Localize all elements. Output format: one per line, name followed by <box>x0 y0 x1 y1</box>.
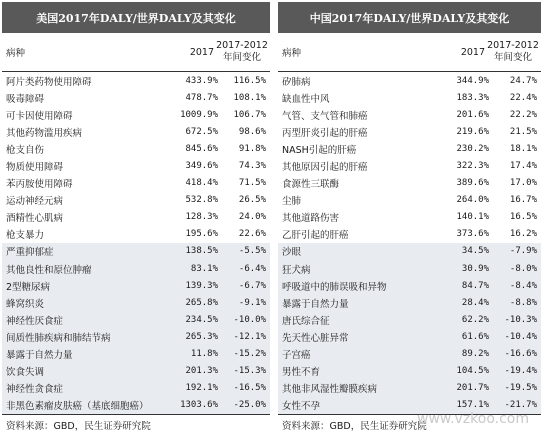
col-header-disease: 病种 <box>282 48 302 59</box>
disease-name: 运动神经元病 <box>6 196 64 208</box>
value-change: -16.6% <box>504 349 537 360</box>
table-row <box>2 277 270 294</box>
disease-name: 可卡因使用障碍 <box>6 110 73 122</box>
table-row <box>2 311 270 328</box>
value-change: -8.8% <box>509 297 537 308</box>
value-2017: 265.3% <box>185 331 218 342</box>
value-change: -10.0% <box>233 314 266 325</box>
table-row <box>2 140 270 157</box>
value-2017: 104.5% <box>456 366 489 377</box>
cn-table-header <box>278 33 541 72</box>
col-header-change: 2017-2012年间变化 <box>487 40 539 63</box>
disease-name: 吸毒障碍 <box>6 93 45 105</box>
table-row <box>278 209 541 226</box>
value-change: 98.6% <box>238 126 266 137</box>
value-2017: 418.4% <box>185 178 218 189</box>
value-2017: 433.9% <box>185 75 218 86</box>
table-row <box>278 277 541 294</box>
table-row <box>278 363 541 380</box>
disease-name: 阿片类药物使用障碍 <box>6 76 92 88</box>
value-change: 108.1% <box>233 92 266 103</box>
table-row <box>2 226 270 243</box>
value-2017: 34.5% <box>461 246 489 257</box>
value-change: 22.6% <box>238 229 266 240</box>
value-change: 22.2% <box>509 109 537 120</box>
us-source-note: 资料来源：GBD，民生证券研究院 <box>6 420 151 432</box>
value-change: 24.7% <box>509 75 537 86</box>
cn-daly-table <box>278 2 541 432</box>
cn-table-rows <box>278 72 541 414</box>
value-change: 16.5% <box>509 212 537 223</box>
value-change: -8.0% <box>509 263 537 274</box>
disease-name: 物质使用障碍 <box>6 162 64 174</box>
value-change: -5.5% <box>238 246 266 257</box>
table-row <box>278 175 541 192</box>
table-row <box>278 89 541 106</box>
value-2017: 532.8% <box>185 195 218 206</box>
value-2017: 201.3% <box>185 366 218 377</box>
table-row <box>278 328 541 345</box>
disease-name: 酒精性心肌病 <box>6 213 64 225</box>
value-2017: 349.6% <box>185 161 218 172</box>
disease-name: 女性不孕 <box>282 401 321 413</box>
disease-name: 其他药物滥用疾病 <box>6 127 83 139</box>
value-change: -10.4% <box>504 331 537 342</box>
table-row <box>278 123 541 140</box>
table-row <box>2 397 270 414</box>
disease-name: 食源性三联酶 <box>282 179 340 191</box>
table-row <box>278 294 541 311</box>
disease-name: 非黑色素瘤皮肤癌（基底细胞癌） <box>6 401 149 413</box>
us-table-title: 美国2017年DALY/世界DALY及其变化 <box>2 2 270 33</box>
table-row <box>278 72 541 89</box>
disease-name: 2型糖尿病 <box>6 281 51 293</box>
value-2017: 1009.9% <box>180 109 218 120</box>
value-2017: 478.7% <box>185 92 218 103</box>
value-2017: 11.8% <box>190 349 218 360</box>
value-2017: 62.2% <box>461 314 489 325</box>
value-change: 16.2% <box>509 229 537 240</box>
value-2017: 373.6% <box>456 229 489 240</box>
value-change: -8.4% <box>509 280 537 291</box>
disease-name: 乙肝引起的肝癌 <box>282 230 349 242</box>
value-change: -6.7% <box>238 280 266 291</box>
value-2017: 219.6% <box>456 126 489 137</box>
value-change: -9.1% <box>238 297 266 308</box>
col-header-change: 2017-2012年间变化 <box>216 40 268 63</box>
table-row <box>278 346 541 363</box>
value-2017: 265.8% <box>185 297 218 308</box>
disease-name: 尘肺 <box>282 196 302 208</box>
table-row <box>2 175 270 192</box>
disease-name: 神经性厌食症 <box>6 315 64 327</box>
value-2017: 201.7% <box>456 383 489 394</box>
value-2017: 89.2% <box>461 349 489 360</box>
value-2017: 83.1% <box>190 263 218 274</box>
disease-name: 神经性贪食症 <box>6 384 64 396</box>
disease-name: 饮食失调 <box>6 367 45 379</box>
us-daly-table <box>2 2 270 432</box>
table-row <box>278 226 541 243</box>
table-row <box>2 294 270 311</box>
table-row <box>2 157 270 174</box>
value-change: 17.0% <box>509 178 537 189</box>
disease-name: 狂犬病 <box>282 264 311 276</box>
disease-name: 其他非风湿性瓣膜疾病 <box>282 384 378 396</box>
table-row <box>2 192 270 209</box>
disease-name: 子宫癌 <box>282 350 311 362</box>
value-change: 91.8% <box>238 143 266 154</box>
table-row <box>2 243 270 260</box>
value-2017: 157.1% <box>456 400 489 411</box>
table-row <box>278 380 541 397</box>
table-row <box>2 380 270 397</box>
value-2017: 138.5% <box>185 246 218 257</box>
disease-name: 暴露于自然力量 <box>282 298 349 310</box>
disease-name: 严重抑郁症 <box>6 247 54 259</box>
value-2017: 344.9% <box>456 75 489 86</box>
value-2017: 389.6% <box>456 178 489 189</box>
value-change: 106.7% <box>233 109 266 120</box>
value-2017: 139.3% <box>185 280 218 291</box>
table-row <box>2 72 270 89</box>
disease-name: 唐氏综合征 <box>282 315 330 327</box>
value-2017: 128.3% <box>185 212 218 223</box>
value-change: 116.5% <box>233 75 266 86</box>
table-row <box>2 89 270 106</box>
value-change: -15.2% <box>233 349 266 360</box>
value-change: -25.0% <box>233 400 266 411</box>
col-header-2017: 2017 <box>189 46 214 58</box>
value-change: -12.1% <box>233 331 266 342</box>
value-change: -15.3% <box>233 366 266 377</box>
value-2017: 1303.6% <box>180 400 218 411</box>
table-row <box>278 243 541 260</box>
disease-name: 其他原因引起的肝癌 <box>282 162 368 174</box>
value-change: -16.5% <box>233 383 266 394</box>
value-2017: 30.9% <box>461 263 489 274</box>
table-row <box>2 106 270 123</box>
disease-name: 枪支自伤 <box>6 144 45 156</box>
disease-name: 气管、支气管和肺癌 <box>282 110 368 122</box>
value-change: 18.1% <box>509 143 537 154</box>
value-change: 74.3% <box>238 161 266 172</box>
table-row <box>278 311 541 328</box>
table-row <box>278 157 541 174</box>
value-change: 71.5% <box>238 178 266 189</box>
disease-name: NASH引起的肝癌 <box>282 144 357 156</box>
us-table-rows <box>2 72 270 414</box>
disease-name: 呼吸道中的肺误吸和异物 <box>282 281 387 293</box>
disease-name: 矽肺病 <box>282 76 311 88</box>
value-2017: 28.4% <box>461 297 489 308</box>
disease-name: 沙眼 <box>282 247 302 259</box>
value-change: -6.4% <box>238 263 266 274</box>
value-2017: 845.6% <box>185 143 218 154</box>
value-2017: 322.3% <box>456 161 489 172</box>
cn-table-title: 中国2017年DALY/世界DALY及其变化 <box>278 2 541 33</box>
table-row <box>2 123 270 140</box>
disease-name: 其他良性和原位肿瘤 <box>6 264 92 276</box>
value-2017: 201.6% <box>456 109 489 120</box>
table-row <box>2 328 270 345</box>
disease-name: 暴露于自然力量 <box>6 350 73 362</box>
disease-name: 缺血性中风 <box>282 93 330 105</box>
cn-source-note: 资料来源：GBD，民生证券研究院 <box>282 420 427 432</box>
value-2017: 140.1% <box>456 212 489 223</box>
table-row <box>2 363 270 380</box>
value-2017: 234.5% <box>185 314 218 325</box>
value-change: -10.3% <box>504 314 537 325</box>
disease-name: 枪支暴力 <box>6 230 45 242</box>
value-2017: 264.0% <box>456 195 489 206</box>
disease-name: 先天性心脏异常 <box>282 332 349 344</box>
value-2017: 183.3% <box>456 92 489 103</box>
table-row <box>278 260 541 277</box>
us-table-header <box>2 33 270 72</box>
value-change: -7.9% <box>509 246 537 257</box>
table-row <box>2 260 270 277</box>
table-row <box>278 192 541 209</box>
col-header-disease: 病种 <box>6 48 26 59</box>
value-2017: 230.2% <box>456 143 489 154</box>
disease-name: 蜂窝织炎 <box>6 298 45 310</box>
value-change: 22.4% <box>509 92 537 103</box>
value-2017: 61.6% <box>461 331 489 342</box>
value-change: 17.4% <box>509 161 537 172</box>
watermark: www.vzkoo.com <box>417 411 529 427</box>
table-row <box>278 140 541 157</box>
value-2017: 672.5% <box>185 126 218 137</box>
value-change: -19.5% <box>504 383 537 394</box>
table-row <box>2 209 270 226</box>
value-change: 26.5% <box>238 195 266 206</box>
value-change: 24.0% <box>238 212 266 223</box>
value-2017: 192.1% <box>185 383 218 394</box>
disease-name: 丙型肝炎引起的肝癌 <box>282 127 368 139</box>
disease-name: 间质性肺疾病和肺结节病 <box>6 332 111 344</box>
value-change: 16.7% <box>509 195 537 206</box>
table-row <box>2 346 270 363</box>
value-change: -19.4% <box>504 366 537 377</box>
value-2017: 195.6% <box>185 229 218 240</box>
value-2017: 84.7% <box>461 280 489 291</box>
disease-name: 男性不育 <box>282 367 321 379</box>
table-row <box>278 106 541 123</box>
value-change: -21.7% <box>504 400 537 411</box>
disease-name: 苯丙胺使用障碍 <box>6 179 73 191</box>
disease-name: 其他道路伤害 <box>282 213 340 225</box>
col-header-2017: 2017 <box>460 46 485 58</box>
value-change: 21.5% <box>509 126 537 137</box>
